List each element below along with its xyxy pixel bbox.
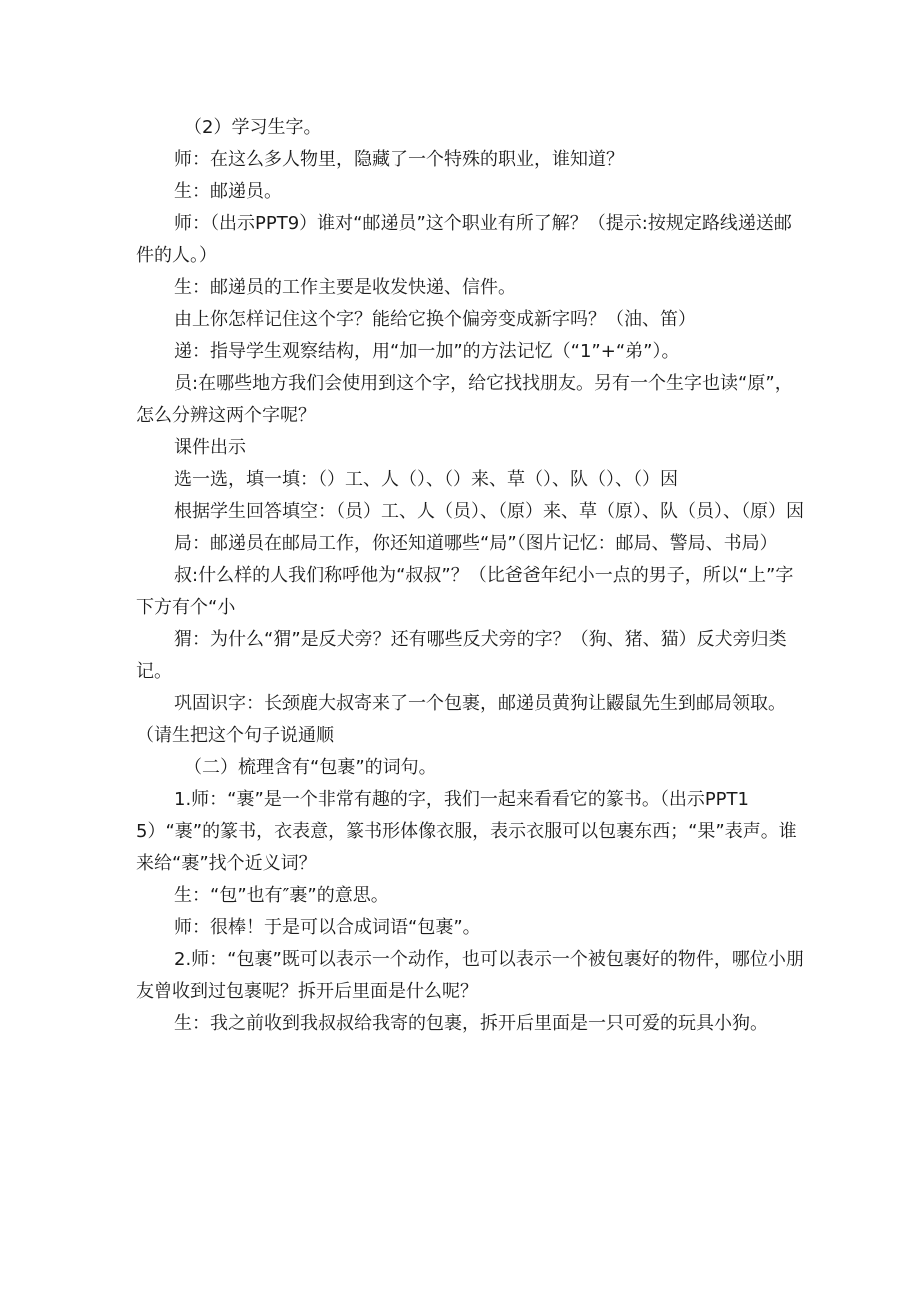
consolidation-line: 巩固识字：长颈鹿大叔寄来了一个包裹，邮递员黄狗让鼹鼠先生到邮局领取。（请生把这个句子说通顺 [136, 693, 786, 746]
section-heading-learn-characters: （2）学习生字。 [184, 117, 322, 138]
student-line: 生：邮递员。 [174, 181, 282, 202]
character-note-shu: 叔:什么样的人我们称呼他为“叔叔”？（比爸爸年纪小一点的男子，所以“上”字下方有个“小 [136, 565, 794, 618]
student-line: 生：“包”也有″裹”的意思。 [174, 885, 389, 906]
teacher-line: 师：（出示PPT9）谁对“邮递员”这个职业有所了解？（提示:按规定路线递送邮件的人。） [136, 213, 792, 266]
courseware-label: 课件出示 [174, 437, 246, 458]
teacher-line-2: 2.师：“包裹”既可以表示一个动作，也可以表示一个被包裹好的物件，哪位小朋友曾收到过包裹呢？拆开后里面是什么呢？ [136, 949, 804, 1002]
character-note-yuan: 员:在哪些地方我们会使用到这个字，给它找找朋友。另有一个生字也读“原”，怎么分辨这两个字呢？ [136, 373, 793, 426]
teacher-line: 师：在这么多人物里，隐藏了一个特殊的职业，谁知道？ [174, 149, 624, 170]
teacher-line: 师：很棒！于是可以合成词语“包裹”。 [174, 917, 481, 938]
character-note-di: 递：指导学生观察结构，用“加一加”的方法记忆（“1”+“弟”）。 [174, 341, 680, 362]
teacher-line-1: 1.师：“裹”是一个非常有趣的字，我们一起来看看它的篆书。（出示PPT15）“裹”的篆书，衣表意，篆书形体像衣服，表示衣服可以包裹东西；“果”表声。谁来给“裹”找个近义词？ [136, 789, 797, 874]
fill-in-answers: 根据学生回答填空：（员）工、人（员）、（原）来、草（原）、队（员）、（原）因 [174, 501, 804, 522]
student-line: 生：邮递员的工作主要是收发快递、信件。 [174, 277, 516, 298]
character-note-ju: 局：邮递员在邮局工作，你还知道哪些“局”（图片记忆：邮局、警局、书局） [174, 533, 778, 554]
character-note-wei: 猬：为什么“猬”是反犬旁？还有哪些反犬旁的字？（狗、猪、猫）反犬旁归类记。 [136, 629, 787, 682]
prompt-line: 由上你怎样记住这个字？能给它换个偏旁变成新字吗？（油、笛） [174, 309, 696, 330]
section-heading-baoguo: （二）梳理含有“包裹”的词句。 [184, 757, 437, 778]
fill-in-exercise: 选一选，填一填：（）工、人（）、（）来、草（）、队（）、（）因 [174, 469, 678, 490]
student-line: 生：我之前收到我叔叔给我寄的包裹，拆开后里面是一只可爱的玩具小狗。 [174, 1013, 768, 1034]
document-body [136, 112, 804, 1040]
